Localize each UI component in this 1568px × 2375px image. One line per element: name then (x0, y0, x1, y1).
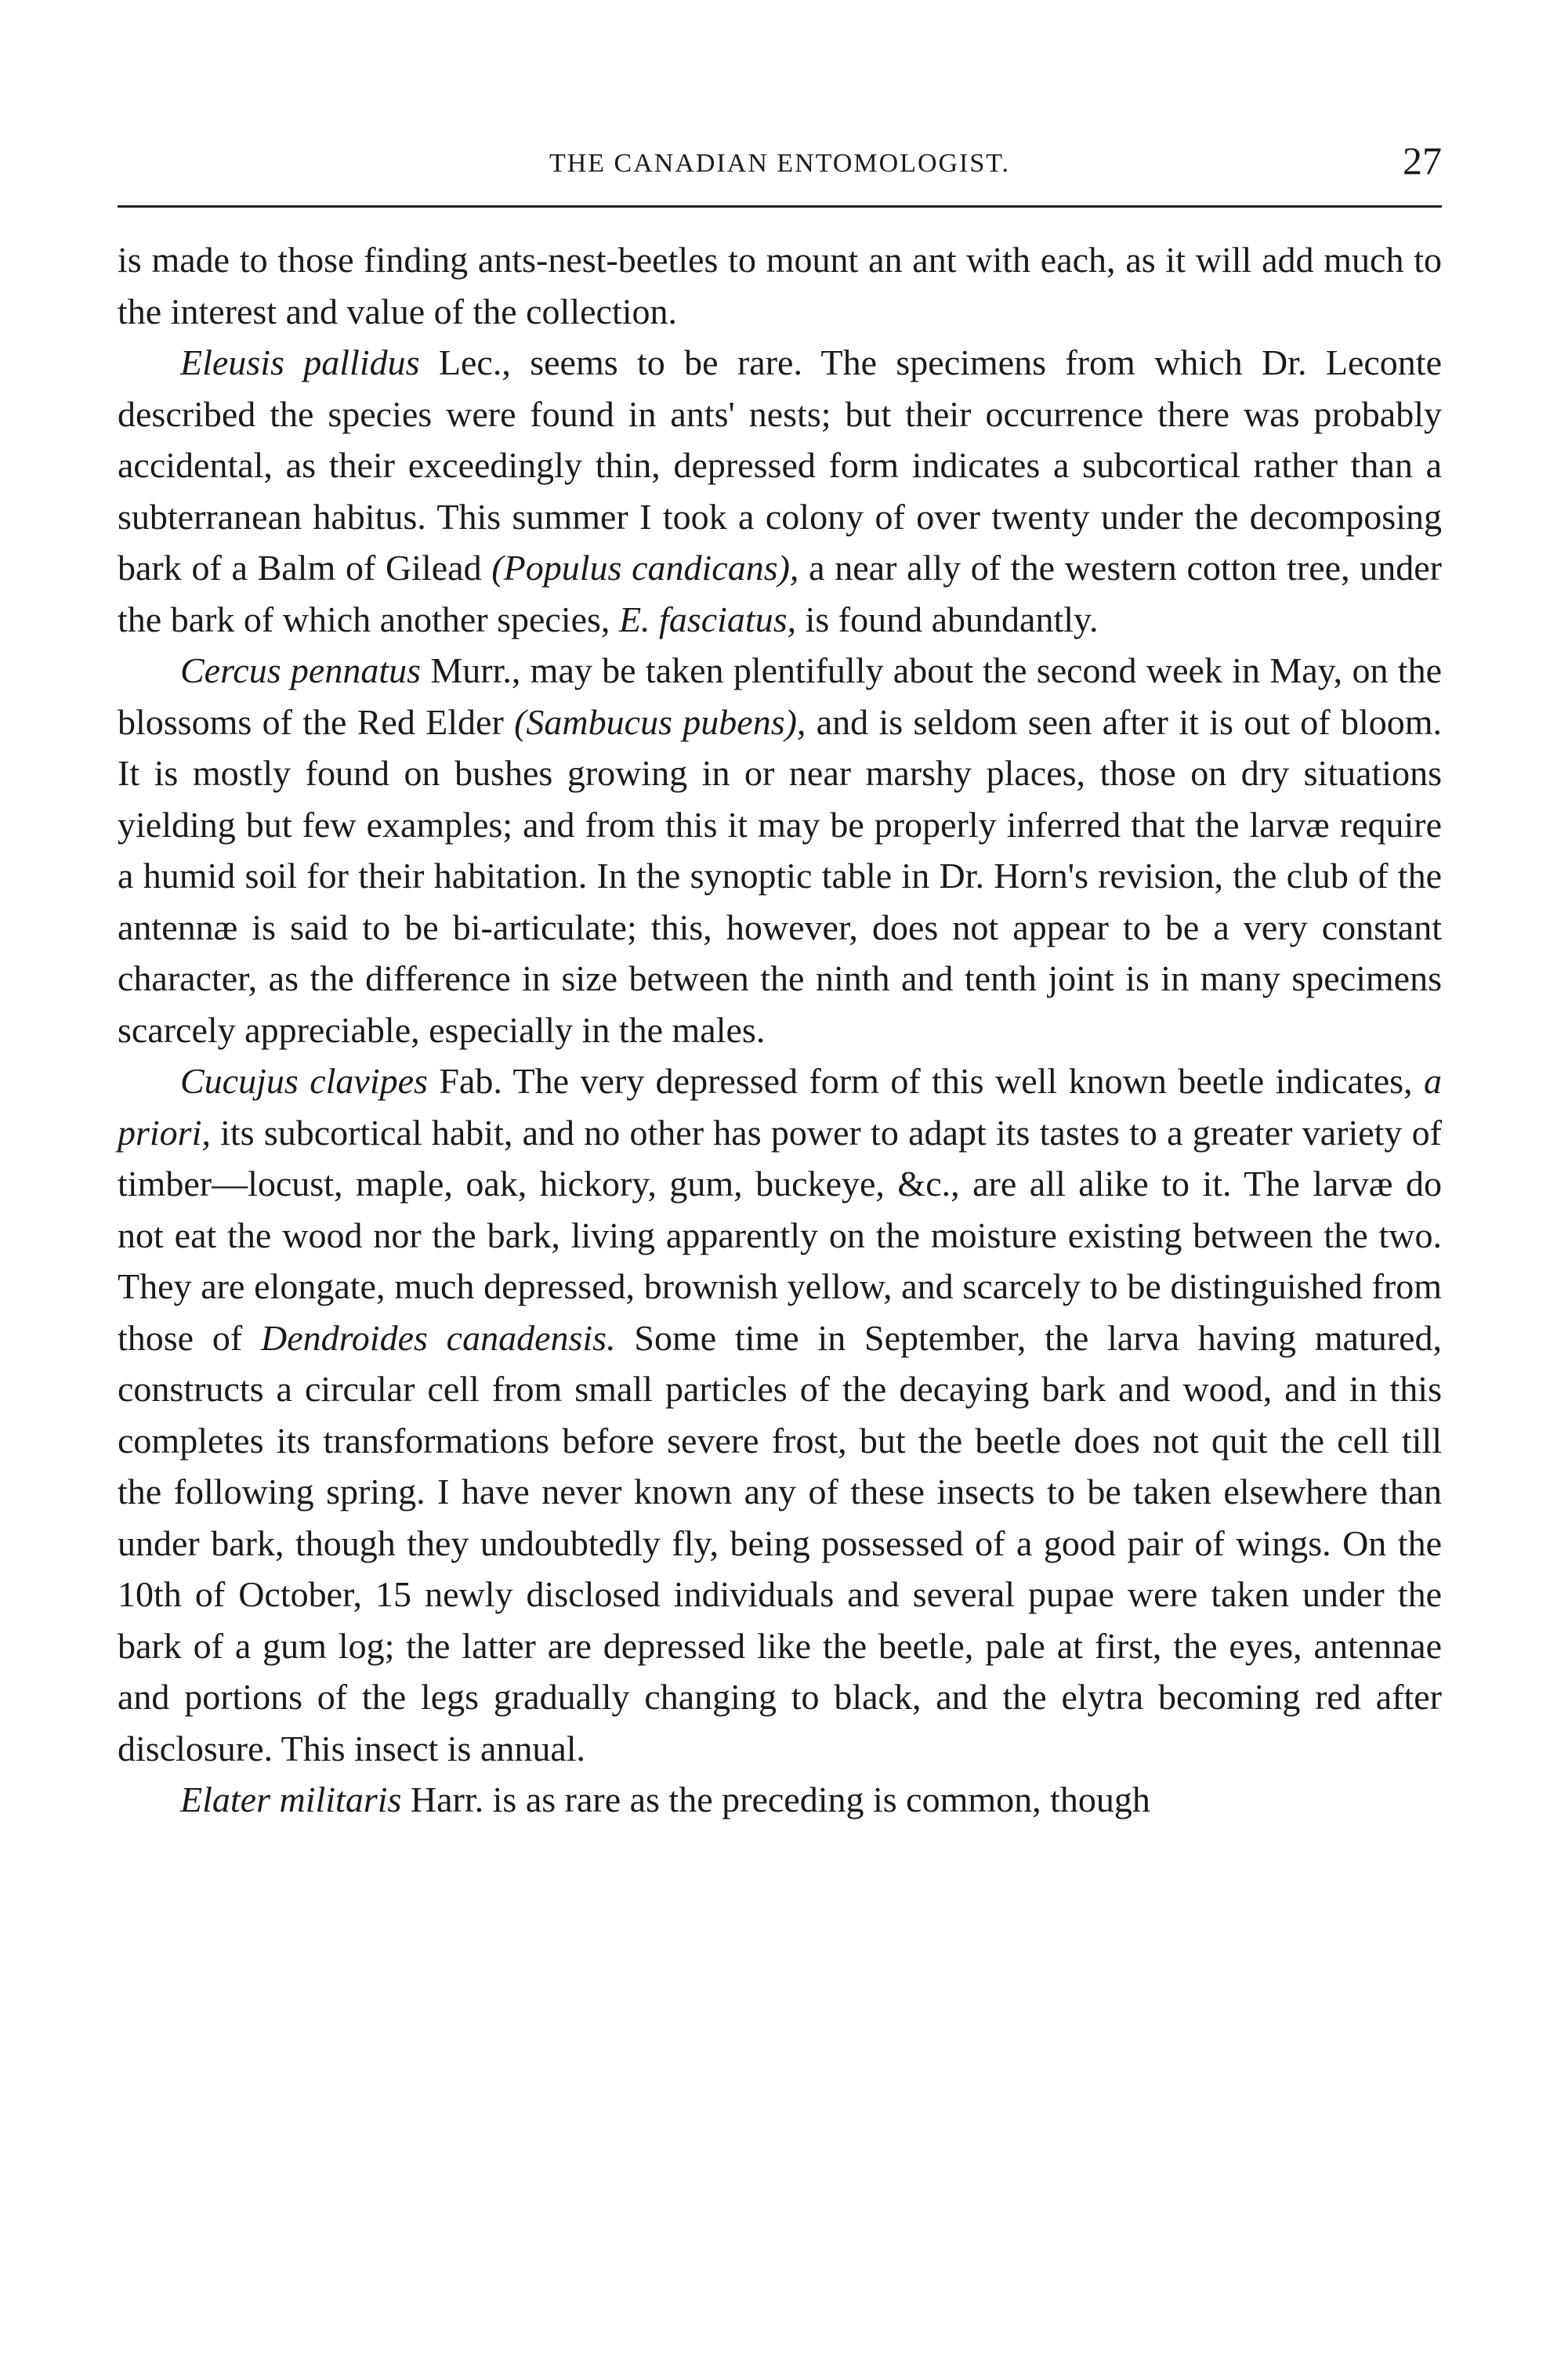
paragraph-1-text: is made to those finding ants-nest-beetles to mount an ant with each, as it will add much to the interest and value of the collection. (118, 240, 1442, 331)
species-name: Eleusis pallidus (180, 342, 420, 382)
paragraph-eleusis (118, 337, 1442, 645)
paragraph-text: Lec., seems to be rare. The specimens from which Dr. Leconte described the species were found in ants' nests; but their occurrence there was probably accidental, as their exceedingly thin, depressed form indicates a subcortical rather than a subterranean habitus. This summer I took a colony of over twenty under the decomposing bark of a Balm of Gilead (118, 342, 1443, 588)
species-name: (Populus candicans), (491, 548, 799, 588)
paragraph-text: a near ally of the western cotton tree, under the bark of which another species, (118, 548, 1443, 639)
paragraph-text: is found abundantly. (796, 599, 1099, 639)
body-text (118, 234, 1442, 1826)
paragraph-text: Murr., may be taken plentifully about the second week in May, on the blossoms of the Red Elder (118, 650, 1442, 742)
species-name: Cercus pennatus (180, 650, 422, 690)
species-name: Dendroides canadensis. (260, 1317, 616, 1358)
page (118, 133, 1442, 1826)
paragraph-text: and is seldom seen after it is out of bloom. It is mostly found on bushes growing in or near marshy places, those on dry situations yielding but few examples; and from this it may be properly inferred that the larvæ require a humid soil for their habitation. In the synoptic table in Dr. Horn's revision, the club of the antennæ is said to be bi-articulate; this, however, does not appear to be a very constant character, as the difference in size between the ninth and tenth joint is in many specimens scarcely appreciable, especially in the males. (118, 701, 1443, 1050)
page-header (118, 133, 1442, 196)
paragraph-elater (118, 1774, 1442, 1826)
paragraph-cercus (118, 645, 1442, 1055)
paragraph-text: Some time in September, the larva having matured, constructs a circular cell from small particles of the decaying bark and wood, and in this completes its transformations before severe frost, but the beetle does not quit the cell till the following spring. I have never known any of these insects to be taken elsewhere than under bark, though they undoubtedly fly, being possessed of a good pair of wings. On the 10th of October, 15 newly disclosed individuals and several pupae were taken under the bark of a gum log; the latter are depressed like the beetle, pale at first, the eyes, antennae and portions of the legs gradually changing to black, and the elytra becoming red after disclosure. This insect is annual. (118, 1317, 1442, 1769)
header-rule (118, 205, 1442, 208)
paragraph-text: Harr. is as rare as the preceding is common, though (401, 1779, 1150, 1819)
latin-phrase: a priori, (118, 1061, 1443, 1153)
paragraph-cucujus (118, 1055, 1442, 1774)
running-head: THE CANADIAN ENTOMOLOGIST. (549, 149, 1011, 178)
paragraph-text: its subcortical habit, and no other has power to adapt its tastes to a greater variety of timber—locust, maple, oak, hickory, gum, buckeye, &c., are all alike to it. The larvæ do not eat the wood nor the bark, living apparently on the moisture existing between the two. They are elongate, much depressed, brownish yellow, and scarcely to be distinguished from those of (118, 1112, 1442, 1358)
page-number: 27 (1403, 139, 1442, 183)
species-name: (Sambucus pubens), (514, 701, 806, 742)
species-name: E. fasciatus, (618, 599, 797, 639)
species-name: Elater militaris (180, 1779, 402, 1819)
paragraph-text: Fab. The very depressed form of this well known beetle indicates, (427, 1061, 1425, 1101)
paragraph-1 (118, 234, 1442, 337)
species-name: Cucujus clavipes (180, 1061, 428, 1101)
